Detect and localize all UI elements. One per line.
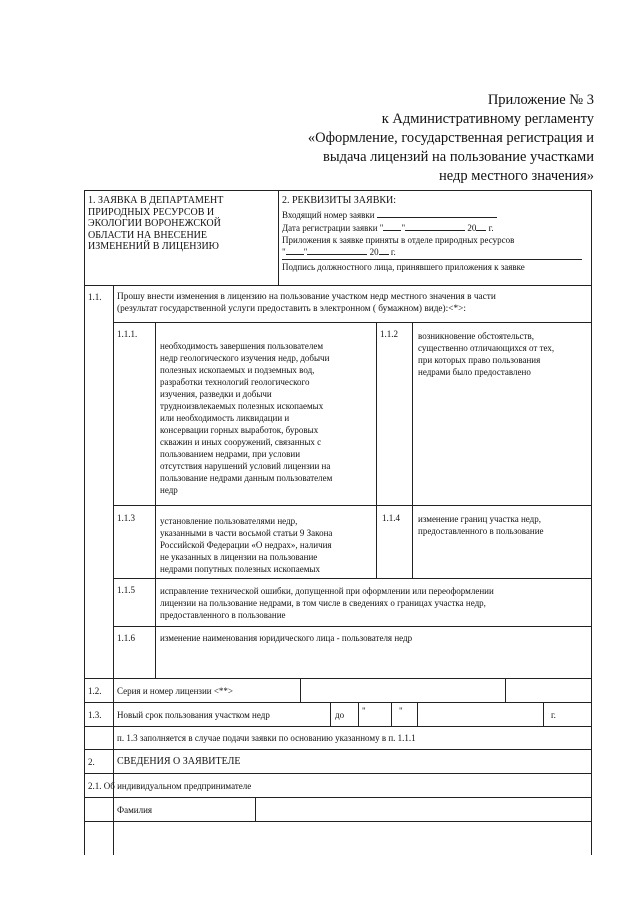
year-suffix: г.	[390, 247, 396, 257]
year-suffix: г.	[488, 223, 494, 233]
attachments-date-field[interactable]	[282, 246, 396, 258]
grid-line	[358, 702, 359, 726]
option-text-line: недрами попутных полезных ископаемых	[160, 564, 320, 574]
option-text-line: пользование недрами данным пользователем	[160, 473, 333, 483]
license-number-label: Серия и номер лицензии <**>	[117, 686, 233, 696]
section-2-1-number: 2.1.	[88, 781, 102, 791]
header-line-2: к Административному регламенту	[381, 111, 594, 127]
option-text-line: лицензии на пользование недрами, в том числе в сведениях о границах участка недр,	[160, 598, 486, 608]
grid-line	[591, 190, 592, 855]
option-text-line: недр геологического изучения недр, добычи	[160, 353, 330, 363]
option-text-line: при которых право пользования	[418, 355, 541, 365]
incoming-number-label: Входящий номер заявки	[282, 210, 375, 220]
grid-line	[113, 285, 114, 855]
grid-line	[84, 773, 592, 774]
grid-line	[412, 322, 413, 578]
option-text-line: изменение границ участка недр,	[418, 514, 541, 524]
option-text-line: отсутствия нарушений условий лицензии на	[160, 461, 331, 471]
option-1-1-5-number: 1.1.5	[117, 585, 135, 595]
option-text-line: необходимость завершения пользователем	[160, 341, 324, 351]
option-text-line: пользованием недрами, при условии	[160, 449, 301, 459]
section1-title-line: ЭКОЛОГИИ ВОРОНЕЖСКОЙ	[88, 218, 221, 229]
license-number-input[interactable]	[506, 679, 590, 701]
option-1-1-1-text[interactable]	[160, 340, 332, 496]
section1-title-line: ПРИРОДНЫХ РЕСУРСОВ И	[88, 206, 215, 218]
year-prefix: 20	[369, 247, 379, 257]
term-month-input[interactable]	[418, 703, 542, 725]
option-text-line: Российской Федерации «О недрах», наличия	[160, 540, 332, 550]
incoming-number-blank[interactable]	[377, 209, 497, 218]
grid-line	[113, 505, 591, 506]
option-1-1-6-number: 1.1.6	[117, 633, 135, 643]
section1-title	[88, 195, 223, 253]
grid-line	[278, 190, 279, 285]
section1-title-line: ОБЛАСТИ НА ВНЕСЕНИЕ	[88, 229, 207, 241]
request-text-line: Прошу внести изменения в лицензию на пользование участком недр местного значения в части	[117, 292, 496, 302]
row-1-3-note: п. 1.3 заполняется в случае подачи заявки по основанию указанному в п. 1.1.1	[117, 733, 416, 743]
option-1-1-4-text[interactable]	[418, 513, 544, 537]
option-1-1-4-number: 1.1.4	[382, 513, 400, 523]
option-text-line: полезных ископаемых и подземных вод,	[160, 365, 315, 375]
year-blank[interactable]	[476, 222, 486, 231]
grid-line	[84, 821, 592, 822]
header-line-5: недр местного значения»	[439, 168, 594, 184]
quote-mark: "	[303, 247, 308, 257]
grid-line	[113, 626, 591, 627]
grid-line	[113, 322, 591, 323]
section1-title-line: 1. ЗАЯВКА В ДЕПАРТАМЕНТ	[88, 195, 224, 206]
until-label: до	[335, 710, 345, 720]
option-text-line: трудноизвлекаемых полезных ископаемых	[160, 401, 324, 411]
surname-input[interactable]	[256, 798, 590, 820]
option-text-line: недрами было предоставлено	[418, 367, 531, 377]
option-text-line: недр	[160, 485, 178, 495]
option-text-line: изучения, разведки и добычи	[160, 389, 272, 399]
section1-title-line: ИЗМЕНЕНИЙ В ЛИЦЕНЗИЮ	[88, 241, 219, 252]
grid-line	[543, 702, 544, 726]
option-text-line: предоставленного в пользование	[160, 610, 286, 620]
license-series-input[interactable]	[301, 679, 504, 701]
year-blank[interactable]	[379, 246, 389, 255]
header-line-4: выдача лицензий на пользование участками	[323, 149, 594, 165]
option-1-1-2-number: 1.1.2	[380, 329, 398, 339]
year-suffix: г.	[551, 710, 556, 720]
section2-title: 2. РЕКВИЗИТЫ ЗАЯВКИ:	[282, 195, 397, 206]
registration-date-label: Дата регистрации заявки "	[282, 223, 384, 233]
day-blank[interactable]	[286, 246, 304, 255]
entrepreneur-label	[88, 781, 251, 792]
option-1-1-6-text[interactable]: изменение наименования юридического лица - пользователя недр	[160, 633, 413, 643]
option-1-1-2-text[interactable]	[418, 330, 554, 378]
section-2-number: 2.	[88, 757, 95, 767]
option-text-line: возникновение обстоятельств,	[418, 331, 534, 341]
option-1-1-5-text[interactable]	[160, 585, 494, 621]
row-1-2-number: 1.2.	[88, 686, 102, 696]
appendix-header	[308, 91, 594, 186]
option-text-line: указанными в части восьмой статьи 9 Закона	[160, 528, 333, 538]
month-blank[interactable]	[307, 246, 367, 255]
option-text-line: предоставленного в пользование	[418, 526, 544, 536]
grid-line	[376, 322, 377, 578]
grid-line	[84, 285, 592, 286]
grid-line	[84, 190, 85, 855]
quote-mark: "	[282, 247, 286, 257]
grid-line	[330, 702, 331, 726]
day-blank[interactable]	[383, 222, 401, 231]
surname-label: Фамилия	[117, 805, 153, 815]
option-text-line: установление пользователями недр,	[160, 516, 298, 526]
option-text-line: исправление технической ошибки, допущенной при оформлении или переоформлении	[160, 586, 494, 596]
option-text-line: разработки технологий геологического	[160, 377, 310, 387]
header-line-1: Приложение № 3	[487, 92, 594, 108]
grid-line	[84, 726, 592, 727]
incoming-number-field[interactable]	[282, 209, 497, 221]
request-text	[117, 292, 496, 315]
term-day-input[interactable]	[368, 703, 390, 725]
new-term-label: Новый срок пользования участком недр	[117, 710, 270, 720]
row-1-3-number: 1.3.	[88, 710, 102, 720]
grid-line	[84, 190, 592, 191]
applicant-info-title: СВЕДЕНИЯ О ЗАЯВИТЕЛЕ	[117, 756, 241, 767]
registration-date-field[interactable]	[282, 222, 494, 234]
quote-mark: "	[362, 706, 366, 716]
option-text-line: не указанных в лицензии на пользование	[160, 552, 318, 562]
option-text-line: скважин и иных сооружений, связанных с	[160, 437, 322, 447]
month-blank[interactable]	[405, 222, 465, 231]
grid-line	[84, 749, 592, 750]
quote-mark: "	[399, 706, 403, 716]
year-prefix: 20	[467, 223, 477, 233]
grid-line	[391, 702, 392, 726]
section-2-1-text: Об индивидуальном предпринимателе	[103, 781, 252, 791]
quote-mark: "	[401, 223, 406, 233]
request-number: 1.1.	[88, 292, 102, 302]
option-text-line: или необходимость ликвидации и	[160, 413, 290, 423]
signature-label: Подпись должностного лица, принявшего приложения к заявке	[282, 259, 582, 273]
option-1-1-3-text[interactable]	[160, 515, 332, 575]
header-line-3: «Оформление, государственная регистрация и	[307, 130, 594, 146]
attachments-label: Приложения к заявке приняты в отделе природных ресурсов	[282, 235, 515, 245]
option-1-1-3-number: 1.1.3	[117, 513, 135, 523]
grid-line	[155, 322, 156, 678]
option-text-line: консервации горных выработок, буровых	[160, 425, 319, 435]
grid-line	[113, 578, 591, 579]
option-1-1-1-number: 1.1.1.	[117, 329, 138, 339]
option-text-line: существенно отличающихся от тех,	[418, 343, 555, 353]
request-text-line: (результат государственной услуги предоставить в электронном ( бумажном) виде):<*>:	[117, 303, 466, 314]
